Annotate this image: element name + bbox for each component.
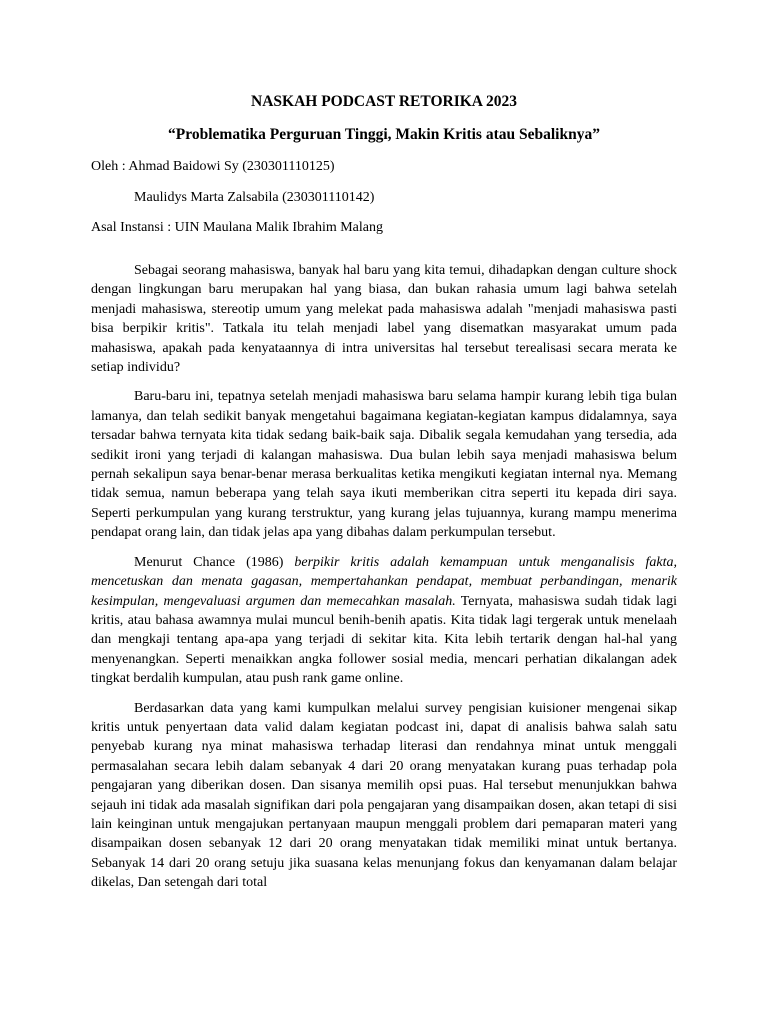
paragraph-4: Berdasarkan data yang kami kumpulkan melalui survey pengisian kuisioner mengenai sikap kritis untuk penyertaan data valid dalam kegiatan podcast ini, dapat di analisis bahwa salah satu penyebab kurang nya minat mahasiswa terhadap literasi dan rendahnya minat untuk menggali permasalahan secara lebih dalam sebanyak 4 dari 20 orang menyatakan kurang puas terhadap pola pengajaran yang diberikan dosen. Dan sisanya memilih opsi puas. Hal tersebut menunjukkan bahwa sejauh ini tidak ada masalah signifikan dari pola pengajaran yang disampaikan dosen, akan tetapi di sisi lain keinginan untuk mengajukan pertanyaan maupun menggali problem dari pemaparan materi yang disampaikan dosen sebanyak 12 dari 20 orang menyatakan tidak memiliki minat untuk bertanya. Sebanyak 14 dari 20 orang setuju jika suasana kelas menunjang fokus dan kenyamanan dalam belajar dikelas, Dan setengah dari total	[91, 700, 677, 891]
paragraph-1: Sebagai seorang mahasiswa, banyak hal baru yang kita temui, dihadapkan dengan culture shock dengan lingkungan baru merupakan hal yang biasa, dan bukan rahasia umum lagi bahwa setelah menjadi mahasiswa, stereotip umum yang melekat pada mahasiswa adalah "menjadi mahasiswa pasti bisa berpikir kritis". Tatkala itu telah menjadi label yang disematkan masyarakat umum pada mahasiswa, apakah pada kenyataannya di intra universitas hal tersebut terealisasi secara merata ke setiap individu?	[91, 263, 677, 376]
document-body	[91, 261, 677, 903]
paragraph-3-quote: berpikir kritis adalah kemampuan untuk menganalisis fakta, mencetuskan dan menata gagasan, mempertahankan pendapat, membuat perbandingan, menarik kesimpulan, mengevaluasi argumen dan memecahkan masalah.	[91, 554, 677, 609]
paragraph-3-rest: Ternyata, mahasiswa sudah tidak lagi kritis, atau bahasa awamnya mulai muncul benih-benih apatis. Kita tidak lagi tergerak untuk menelaah dan mengkaji tentang apa-apa yang terjadi di sekitar kita. Kita lebih tertarik dengan hal-hal yang menyenangkan. Seperti menaikkan angka follower sosial media, mencari perhatian dikalangan adek tingkat berdalih kumpulan, atau push rank game online.	[91, 593, 677, 687]
author-line-1: Oleh : Ahmad Baidowi Sy (230301110125)	[91, 159, 335, 174]
institution-line: Asal Instansi : UIN Maulana Malik Ibrahim Malang	[91, 220, 383, 235]
author-line-2: Maulidys Marta Zalsabila (230301110142)	[134, 190, 375, 205]
paragraph-3-lead: Menurut Chance (1986)	[134, 554, 295, 570]
paragraph-2: Baru-baru ini, tepatnya setelah menjadi mahasiswa baru selama hampir kurang lebih tiga bulan lamanya, dan telah sedikit banyak mengetahui bagaimana kegiatan-kegiatan kampus didalamnya, saya tersadar bahwa ternyata kita tidak sedang baik-baik saja. Dibalik segala kemudahan yang tersedia, ada sedikit ironi yang terjadi di kalangan mahasiswa. Dua bulan lebih saya menjadi mahasiswa belum pernah sekalipun saya benar-benar merasa berkualitas ketika mengikuti kegiatan internal nya. Memang tidak semua, namun beberapa yang telah saya ikuti memberikan citra seperti itu kepada diri saya. Seperti perkumpulan yang kurang terstruktur, yang kurang jelas tujuannya, kurang mampu menerima pendapat orang lain, dan tidak jelas apa yang dibahas dalam perkumpulan tersebut.	[91, 389, 677, 541]
paragraph-3	[91, 553, 677, 689]
document-subtitle: “Problematika Perguruan Tinggi, Makin Kritis atau Sebaliknya”	[168, 126, 600, 143]
document-title: NASKAH PODCAST RETORIKA 2023	[251, 93, 517, 110]
